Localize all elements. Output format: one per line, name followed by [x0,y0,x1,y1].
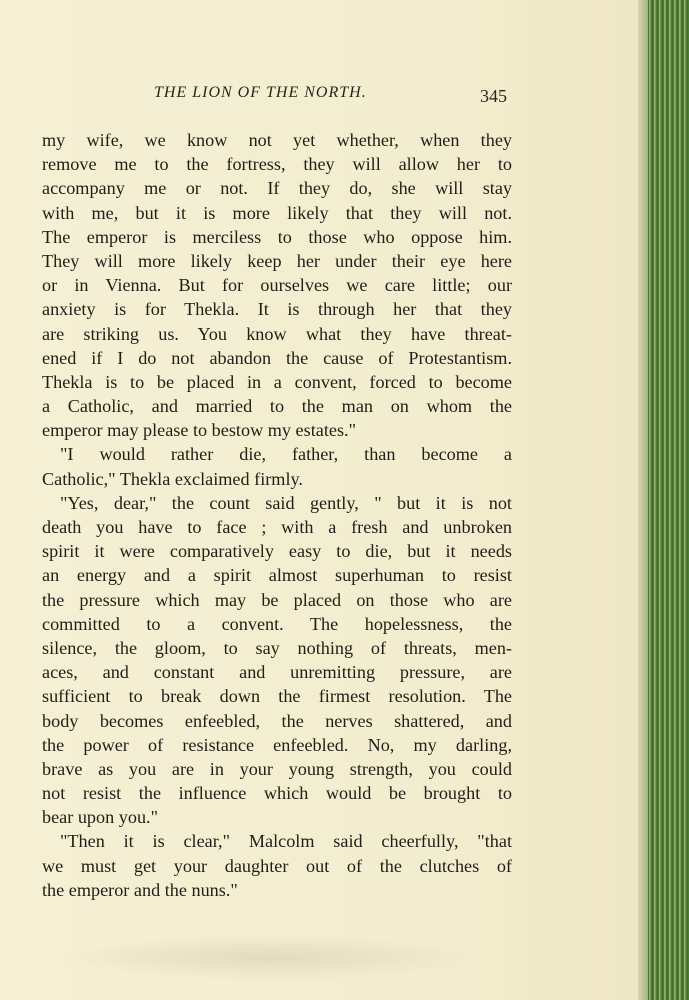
text-line: "Yes, dear," the count said gently, " but it is not [60,492,512,513]
text-line: body becomes enfeebled, the nerves shattered, and [42,710,512,731]
page-header [0,84,638,108]
text-line: committed to a convent. The hopelessness, the [42,613,512,634]
text-line: The emperor is merciless to those who oppose him. [42,226,512,247]
text-line: death you have to face ; with a fresh and unbroken [42,517,512,537]
text-line: a Catholic, and married to the man on whom the [42,396,512,417]
text-line: brave as you are in your young strength, you could [42,758,512,779]
text-line: Thekla is to be placed in a convent, forced to become [42,371,512,392]
running-title: THE LION OF THE NORTH. [154,84,367,101]
text-line: the power of resistance enfeebled. No, my darling, [42,734,512,755]
text-line: accompany me or not. If they do, she will stay [42,178,512,199]
text-line: the pressure which may be placed on those who are [42,589,512,610]
text-line: silence, the gloom, to say nothing of threats, men- [42,637,512,658]
text-line: bear upon you." [42,807,159,828]
page-stain [60,935,480,980]
text-line: ened if I do not abandon the cause of Protestantism. [42,347,512,368]
text-line: "Then it is clear," Malcolm said cheerfully, "that [60,831,512,852]
text-line: with me, but it is more likely that they will not. [42,202,512,223]
text-line: are striking us. You know what they have threat- [42,323,512,344]
text-line: not resist the influence which would be brought to [42,783,512,804]
text-line: spirit it were comparatively easy to die, but it needs [42,541,512,562]
book-page-edges [638,0,689,1000]
text-line: sufficient to break down the firmest resolution. The [42,686,512,707]
text-line: the emperor and the nuns." [42,879,238,900]
text-line: Catholic," Thekla exclaimed firmly. [42,468,303,489]
text-line: aces, and constant and unremitting pressure, are [42,662,512,683]
text-line: emperor may please to bestow my estates." [42,420,356,441]
text-line: we must get your daughter out of the clutches of [42,855,512,876]
text-line: "I would rather die, father, than become a [60,444,512,465]
body-text [42,128,512,902]
page-number: 345 [480,86,507,106]
text-line: anxiety is for Thekla. It is through her that they [42,299,512,320]
text-line: remove me to the fortress, they will allow her to [42,154,512,175]
text-line: They will more likely keep her under their eye here [42,250,512,271]
text-line: or in Vienna. But for ourselves we care little; our [42,275,512,296]
text-line: an energy and a spirit almost superhuman to resist [42,565,512,586]
text-line: my wife, we know not yet whether, when they [42,130,512,150]
